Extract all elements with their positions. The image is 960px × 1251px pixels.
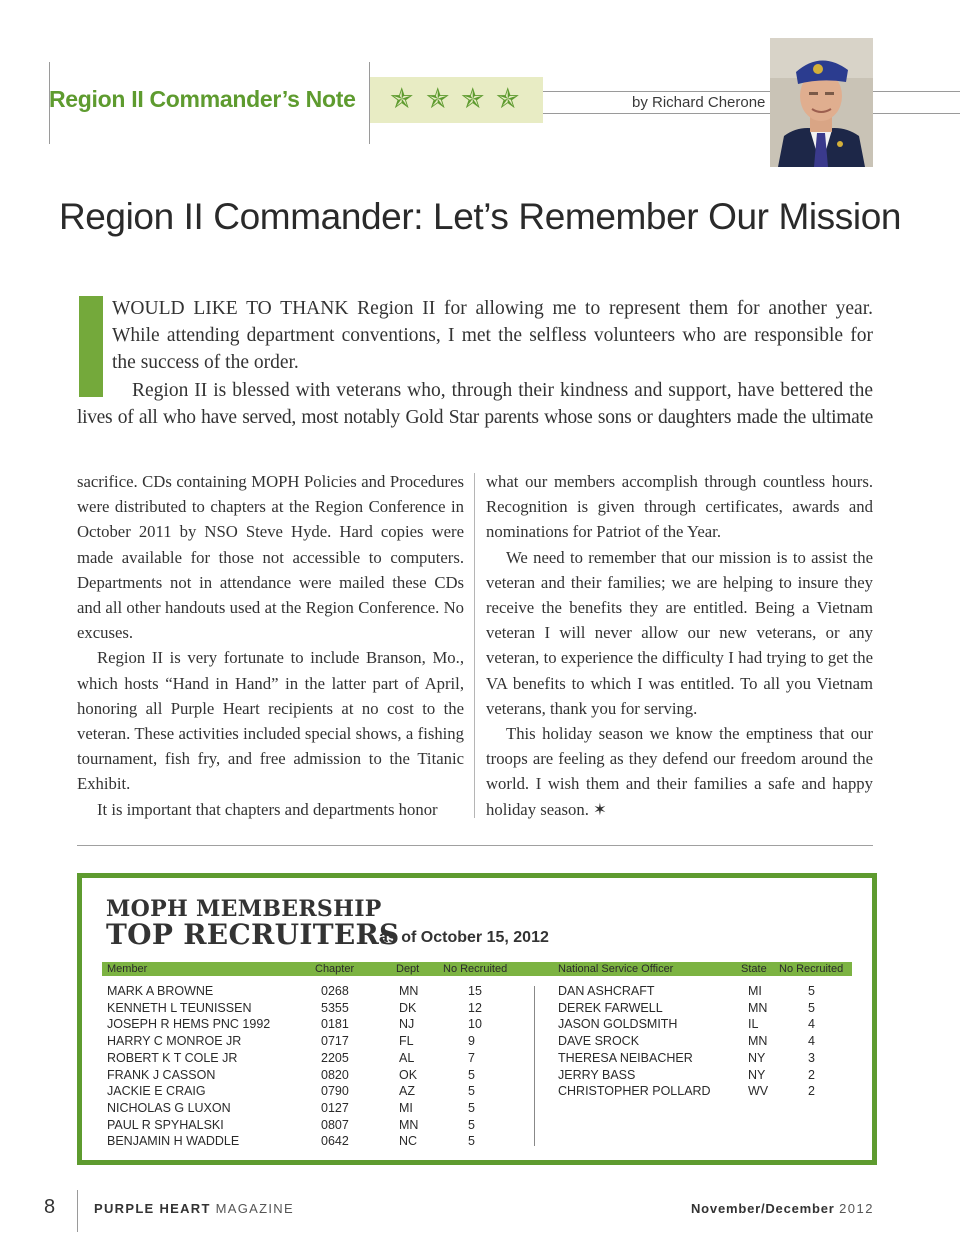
section-title: Region II Commander’s Note bbox=[49, 86, 356, 112]
member-recruited: 5 bbox=[468, 1117, 475, 1132]
column-header: Member bbox=[107, 963, 148, 975]
recruiters-title-line1: MOPH MEMBERSHIP bbox=[106, 896, 382, 922]
paragraph: We need to remember that our mission is to assist the veteran and their families; we are helping to insure they receive the benefits they are entitled. Being a Vietnam veteran I will never allow our new veterans, or any veteran, to experience the difficulty I had trying to get the VA benefits to which I was entitled. To all you Vietnam veterans, thank you for serving. bbox=[486, 547, 873, 718]
header-rule-far-right bbox=[873, 91, 960, 92]
header-rule-right-lower bbox=[543, 113, 770, 114]
member-recruited: 5 bbox=[468, 1067, 475, 1082]
member-dept: OK bbox=[399, 1067, 418, 1082]
intro-line: WOULD LIKE TO THANK Region II for allowing me to represent them for another year. bbox=[112, 298, 873, 319]
nso-state: MI bbox=[748, 984, 762, 998]
member-dept: DK bbox=[399, 1000, 417, 1015]
member-name: JOSEPH R HEMS PNC 1992 bbox=[107, 1017, 271, 1032]
member-chapter: 0807 bbox=[321, 1117, 349, 1132]
nso-name: DAVE SROCK bbox=[558, 1034, 640, 1049]
author-byline: by Richard Cherone bbox=[632, 94, 766, 111]
nso-state: MN bbox=[748, 1000, 768, 1015]
member-chapter: 0127 bbox=[321, 1100, 349, 1115]
star-icon: ✯ bbox=[461, 82, 485, 115]
member-dept: MN bbox=[399, 1117, 419, 1132]
star-icon: ✯ bbox=[496, 82, 520, 115]
nso-recruited: 2 bbox=[808, 1067, 815, 1082]
column-divider bbox=[474, 473, 475, 818]
nso-recruited: 2 bbox=[808, 1084, 815, 1099]
member-chapter: 0717 bbox=[321, 1034, 349, 1049]
column-header: National Service Officer bbox=[558, 963, 674, 975]
magazine-name-bold: PURPLE HEART bbox=[94, 1201, 211, 1216]
nso-name: DAN ASHCRAFT bbox=[558, 984, 655, 998]
stars-band bbox=[370, 77, 543, 123]
magazine-name-thin: MAGAZINE bbox=[215, 1201, 294, 1216]
issue-year: 2012 bbox=[839, 1201, 874, 1216]
article-headline: Region II Commander: Let’s Remember Our Mission bbox=[58, 196, 902, 237]
nso-state: NY bbox=[748, 1050, 766, 1065]
nso-recruited: 4 bbox=[808, 1034, 815, 1049]
column-header: Dept bbox=[396, 963, 420, 975]
member-dept: AZ bbox=[399, 1084, 415, 1099]
paragraph: This holiday season we know the emptiness that our troops are feeling as they defend our freedom around the world. I wish them and their families a safe and happy holiday season. ✶ bbox=[486, 724, 873, 819]
member-recruited: 5 bbox=[468, 1134, 475, 1149]
member-name: BENJAMIN H WADDLE bbox=[107, 1134, 240, 1149]
column-header: Chapter bbox=[315, 963, 355, 975]
nso-recruited: 5 bbox=[808, 984, 815, 998]
nso-name: THERESA NEIBACHER bbox=[558, 1050, 693, 1065]
star-icon: ✯ bbox=[390, 82, 414, 115]
nso-recruited: 5 bbox=[808, 1000, 815, 1015]
member-chapter: 0181 bbox=[321, 1017, 349, 1032]
member-recruited: 7 bbox=[468, 1050, 475, 1065]
issue-date bbox=[691, 1201, 874, 1216]
nso-name: CHRISTOPHER POLLARD bbox=[558, 1084, 711, 1099]
header-rule-far-right-lower bbox=[873, 113, 960, 114]
member-dept: AL bbox=[399, 1050, 415, 1065]
member-recruited: 12 bbox=[468, 1000, 482, 1015]
intro-line: Region II is blessed with veterans who, through their kindness and support, have bettered the bbox=[132, 380, 873, 401]
member-name: PAUL R SPYHALSKI bbox=[107, 1117, 224, 1132]
member-name: NICHOLAS G LUXON bbox=[107, 1100, 231, 1115]
star-icon: ✯ bbox=[426, 82, 450, 115]
member-dept: NJ bbox=[399, 1017, 415, 1032]
paragraph: what our members accomplish through countless hours. Recognition is given through certificates, awards and nominations for Patriot of the Year. bbox=[486, 472, 873, 542]
member-dept: MI bbox=[399, 1100, 413, 1115]
paragraph: Region II is very fortunate to include Branson, Mo., which hosts “Hand in Hand” in the latter part of April, honoring all Purple Heart recipients at no cost to the veteran. These activities included special shows, a fishing tournament, fish fry, and free admission to the Titanic Exhibit. bbox=[77, 648, 464, 794]
member-name: JACKIE E CRAIG bbox=[107, 1084, 206, 1099]
intro-line: the success of the order. bbox=[112, 352, 299, 373]
recruiters-title-line2: TOP RECRUITERS bbox=[106, 918, 400, 951]
nso-name: JERRY BASS bbox=[558, 1067, 636, 1082]
member-chapter: 0268 bbox=[321, 984, 349, 998]
magazine-name bbox=[94, 1201, 294, 1216]
nso-state: WV bbox=[748, 1084, 769, 1099]
paragraph: sacrifice. CDs containing MOPH Policies and Procedures were distributed to chapters at the Region Conference in October 2011 by NSO Steve Hyde. Hard copies were made available for those not accessible to computers. Departments not in attendance were mailed these CDs and all other handouts used at the Region Conference. No excuses. bbox=[77, 472, 464, 643]
header-rule-right bbox=[543, 91, 770, 92]
recruiters-as-of: as of October 15, 2012 bbox=[379, 929, 549, 946]
issue-months: November/December bbox=[690, 1201, 835, 1216]
member-chapter: 0790 bbox=[321, 1084, 349, 1099]
article-column-left bbox=[77, 469, 464, 822]
member-chapter: 2205 bbox=[321, 1050, 349, 1065]
footer-rule bbox=[77, 1190, 78, 1232]
intro-line: While attending department conventions, I met the selfless volunteers who are responsible for bbox=[112, 325, 873, 346]
member-recruited: 9 bbox=[468, 1034, 475, 1049]
member-name: ROBERT K T COLE JR bbox=[107, 1050, 238, 1065]
member-recruited: 15 bbox=[468, 984, 482, 998]
nso-recruited: 4 bbox=[808, 1017, 815, 1032]
nso-recruited: 3 bbox=[808, 1050, 815, 1065]
member-dept: MN bbox=[399, 984, 419, 998]
nso-state: MN bbox=[748, 1034, 768, 1049]
member-name: MARK A BROWNE bbox=[107, 984, 214, 998]
member-chapter: 0820 bbox=[321, 1067, 349, 1082]
member-name: HARRY C MONROE JR bbox=[107, 1034, 242, 1049]
table-header bbox=[102, 962, 852, 976]
page-number: 8 bbox=[44, 1196, 56, 1218]
intro-line: lives of all who have served, most notably Gold Star parents whose sons or daughters made the ultimate bbox=[77, 407, 873, 428]
paragraph: It is important that chapters and departments honor bbox=[97, 799, 438, 819]
member-chapter: 0642 bbox=[321, 1134, 349, 1149]
author-photo bbox=[770, 38, 873, 167]
column-header: No Recruited bbox=[779, 963, 844, 975]
column-header: State bbox=[741, 963, 767, 975]
member-dept: FL bbox=[399, 1034, 414, 1049]
member-chapter: 5355 bbox=[321, 1000, 349, 1015]
member-recruited: 10 bbox=[468, 1017, 482, 1032]
member-recruited: 5 bbox=[468, 1100, 475, 1115]
member-name: KENNETH L TEUNISSEN bbox=[107, 1000, 252, 1015]
section-rule bbox=[77, 845, 873, 846]
member-recruited: 5 bbox=[468, 1084, 475, 1099]
nso-state: NY bbox=[748, 1067, 766, 1082]
member-name: FRANK J CASSON bbox=[107, 1067, 216, 1082]
nso-name: DEREK FARWELL bbox=[558, 1000, 663, 1015]
nso-name: JASON GOLDSMITH bbox=[558, 1017, 678, 1032]
member-dept: NC bbox=[399, 1134, 418, 1149]
column-header: No Recruited bbox=[443, 963, 508, 975]
nso-state: IL bbox=[748, 1017, 759, 1032]
table-divider bbox=[534, 986, 535, 1146]
drop-cap bbox=[79, 296, 103, 397]
article-column-right bbox=[486, 469, 873, 822]
top-recruiters-box bbox=[77, 873, 877, 1165]
